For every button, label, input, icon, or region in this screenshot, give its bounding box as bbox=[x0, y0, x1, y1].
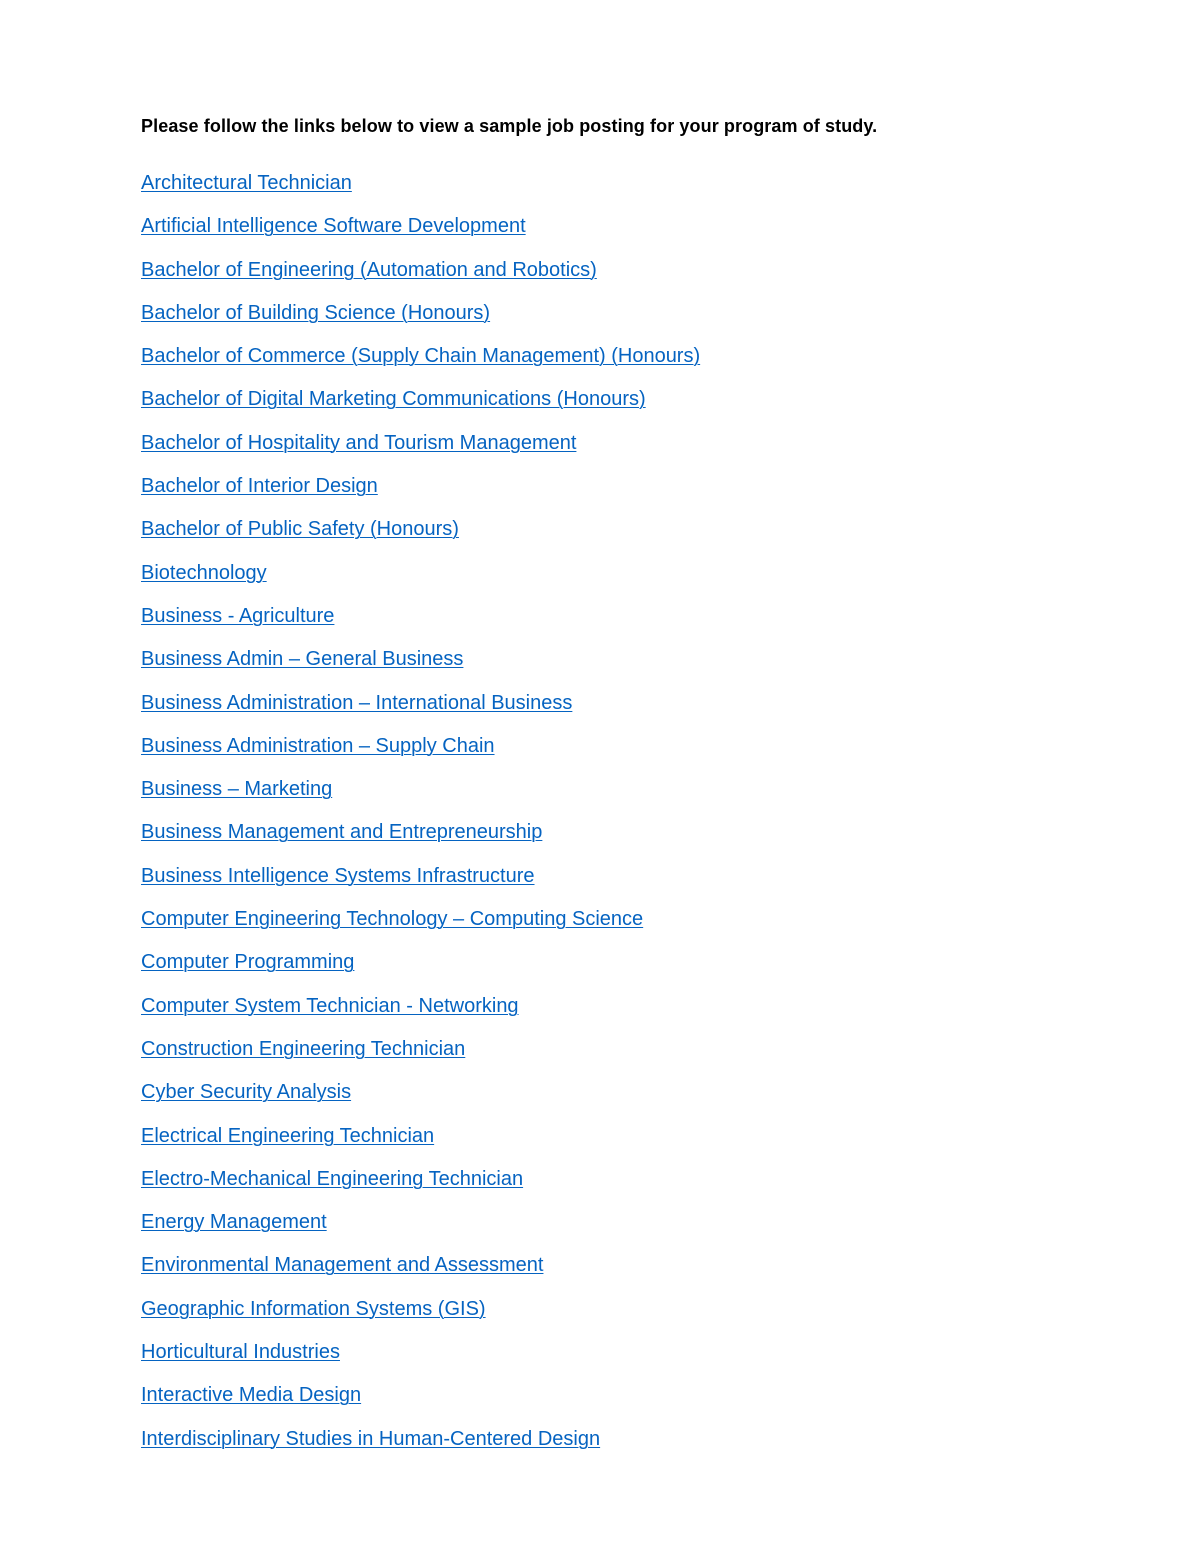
program-link[interactable]: Bachelor of Digital Marketing Communications (Honours) bbox=[141, 388, 646, 411]
list-item bbox=[141, 1165, 700, 1208]
program-link[interactable]: Computer System Technician - Networking bbox=[141, 994, 519, 1017]
list-item bbox=[141, 515, 700, 558]
program-link[interactable]: Bachelor of Engineering (Automation and Robotics) bbox=[141, 258, 597, 281]
list-item bbox=[141, 559, 700, 602]
program-link[interactable]: Cyber Security Analysis bbox=[141, 1081, 352, 1104]
list-item bbox=[141, 775, 700, 818]
list-item bbox=[141, 429, 700, 472]
program-link[interactable]: Computer Programming bbox=[141, 951, 355, 974]
list-item bbox=[141, 1425, 700, 1468]
list-item bbox=[141, 818, 700, 861]
list-item bbox=[141, 862, 700, 905]
list-item bbox=[141, 1122, 700, 1165]
program-link[interactable]: Interdisciplinary Studies in Human-Centered Design bbox=[141, 1427, 601, 1450]
list-item bbox=[141, 602, 700, 645]
list-item bbox=[141, 342, 700, 385]
program-link[interactable]: Construction Engineering Technician bbox=[141, 1037, 466, 1060]
program-link[interactable]: Environmental Management and Assessment bbox=[141, 1254, 544, 1277]
program-link[interactable]: Bachelor of Interior Design bbox=[141, 475, 378, 498]
program-link[interactable]: Geographic Information Systems (GIS) bbox=[141, 1297, 486, 1320]
intro-text: Please follow the links below to view a sample job posting for your program of study. bbox=[141, 116, 878, 136]
program-link[interactable]: Bachelor of Hospitality and Tourism Management bbox=[141, 431, 577, 454]
program-link[interactable]: Bachelor of Building Science (Honours) bbox=[141, 301, 491, 324]
list-item bbox=[141, 1208, 700, 1251]
program-link[interactable]: Business Admin – General Business bbox=[141, 648, 464, 671]
program-link[interactable]: Artificial Intelligence Software Development bbox=[141, 215, 526, 238]
list-item bbox=[141, 948, 700, 991]
list-item bbox=[141, 645, 700, 688]
program-link[interactable]: Business - Agriculture bbox=[141, 604, 335, 627]
program-link[interactable]: Electrical Engineering Technician bbox=[141, 1124, 435, 1147]
list-item bbox=[141, 689, 700, 732]
program-link[interactable]: Biotechnology bbox=[141, 561, 267, 584]
program-link[interactable]: Computer Engineering Technology – Computing Science bbox=[141, 908, 644, 931]
list-item bbox=[141, 905, 700, 948]
list-item bbox=[141, 1035, 700, 1078]
list-item bbox=[141, 472, 700, 515]
program-link[interactable]: Business Administration – International Business bbox=[141, 691, 573, 714]
list-item bbox=[141, 1251, 700, 1294]
program-link[interactable]: Architectural Technician bbox=[141, 172, 352, 194]
program-link[interactable]: Bachelor of Commerce (Supply Chain Management) (Honours) bbox=[141, 345, 701, 368]
list-item bbox=[141, 169, 700, 212]
program-link[interactable]: Business Intelligence Systems Infrastructure bbox=[141, 864, 535, 887]
list-item bbox=[141, 385, 700, 428]
program-link[interactable]: Interactive Media Design bbox=[141, 1384, 362, 1407]
list-item bbox=[141, 256, 700, 299]
list-item bbox=[141, 1295, 700, 1338]
list-item bbox=[141, 732, 700, 775]
program-link[interactable]: Bachelor of Public Safety (Honours) bbox=[141, 518, 459, 541]
program-link-list bbox=[141, 169, 700, 1468]
list-item bbox=[141, 1078, 700, 1121]
program-link[interactable]: Business – Marketing bbox=[141, 778, 333, 801]
list-item bbox=[141, 1338, 700, 1381]
list-item bbox=[141, 992, 700, 1035]
program-link[interactable]: Business Administration – Supply Chain bbox=[141, 734, 495, 757]
program-link[interactable]: Horticultural Industries bbox=[141, 1341, 340, 1364]
program-link[interactable]: Electro-Mechanical Engineering Technician bbox=[141, 1167, 524, 1190]
list-item bbox=[141, 1381, 700, 1424]
program-link[interactable]: Energy Management bbox=[141, 1211, 327, 1234]
list-item bbox=[141, 299, 700, 342]
list-item bbox=[141, 212, 700, 255]
program-link[interactable]: Business Management and Entrepreneurship bbox=[141, 821, 543, 844]
